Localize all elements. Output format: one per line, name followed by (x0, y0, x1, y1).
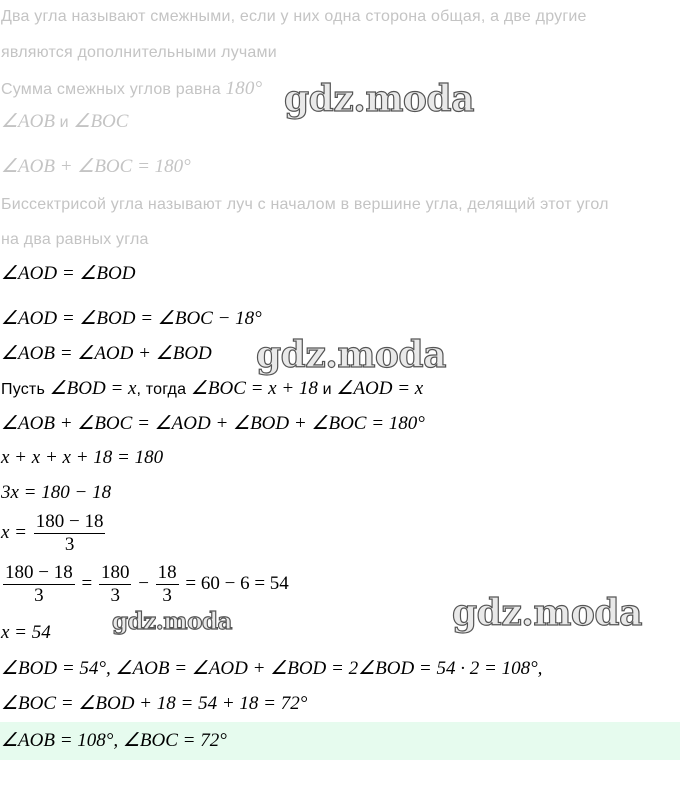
let-expr-aod: ∠AOD = x (336, 378, 424, 399)
fraction-18-denominator: 3 (162, 585, 172, 606)
fraction-result: = 60 − 6 = 54 (180, 572, 289, 594)
equals-sign: = (76, 572, 97, 594)
adjacent-definition-line-1: Два угла называют смежными, если у них одна сторона общая, а две другие (1, 8, 587, 25)
equation-x-fraction (1, 511, 107, 556)
fraction-left (3, 562, 75, 607)
bisector-definition-line-2: на два равных угла (1, 231, 149, 248)
let-expr-boc: ∠BOC = x + 18 (190, 378, 318, 399)
equation-total-180: ∠AOB + ∠BOC = ∠AOD + ∠BOD + ∠BOC = 180° (1, 413, 425, 434)
fraction-left-numerator: 180 − 18 (5, 562, 73, 583)
minus-sign: − (133, 572, 154, 594)
adjacent-definition-line-2: являются дополнительными лучами (1, 44, 277, 61)
fraction-180-numerator: 180 (100, 562, 130, 583)
fraction-180-over-3 (99, 562, 132, 607)
angle-boc: ∠BOC (73, 111, 129, 132)
equation-3x: 3x = 180 − 18 (1, 482, 112, 503)
fraction-numerator: 180 − 18 (35, 511, 104, 532)
equation-angle-values: ∠BOD = 54°, ∠AOB = ∠AOD + ∠BOD = 2∠BOD = 54 · 2 = 108°, (1, 658, 543, 679)
fraction-left-denominator: 3 (34, 585, 44, 606)
watermark-logo: gdz.moda (284, 78, 474, 120)
fraction-18-over-3 (156, 562, 179, 607)
let-statement (1, 377, 423, 400)
equation-aob-sum: ∠AOB = ∠AOD + ∠BOD (1, 343, 212, 364)
fraction-180-minus-18-over-3 (34, 511, 106, 556)
watermark-logo: gdz.moda (256, 334, 446, 376)
then-word: , тогда (136, 381, 191, 398)
equation-fraction-split (1, 562, 289, 607)
equation-linear: x + x + x + 18 = 180 (1, 447, 164, 468)
angle-aob: ∠AOB (1, 111, 55, 132)
equation-aod-bod-boc: ∠AOD = ∠BOD = ∠BOC − 18° (1, 308, 262, 329)
equation-boc-value: ∠BOC = ∠BOD + 18 = 54 + 18 = 72° (1, 693, 308, 714)
fraction-180-denominator: 3 (110, 585, 120, 606)
adjacent-sum-text: Сумма смежных углов равна (1, 81, 226, 98)
adjacent-sum-equation: ∠AOB + ∠BOC = 180° (1, 156, 191, 177)
adjacent-sum-value: 180° (225, 78, 263, 99)
equation-aod-eq-bod: ∠AOD = ∠BOD (1, 263, 136, 284)
fraction-denominator: 3 (64, 534, 75, 555)
answer-line: ∠AOB = 108°, ∠BOC = 72° (1, 730, 227, 751)
angle-pair-line (1, 110, 128, 133)
fraction-18-numerator: 18 (157, 562, 177, 583)
x-equals: x = (1, 521, 32, 543)
angle-pair-and: и (54, 114, 74, 131)
and-word: и (317, 381, 337, 398)
let-expr-bod: ∠BOD = x (49, 378, 137, 399)
watermark-logo: gdz.moda (452, 592, 642, 634)
equation-x-54: x = 54 (1, 622, 51, 643)
bisector-definition-line-1: Биссектрисой угла называют луч с началом в вершине угла, делящий этот угол (1, 196, 609, 213)
adjacent-sum-statement (1, 78, 262, 100)
let-word: Пусть (1, 381, 50, 398)
watermark-logo: gdz.moda (112, 608, 232, 635)
